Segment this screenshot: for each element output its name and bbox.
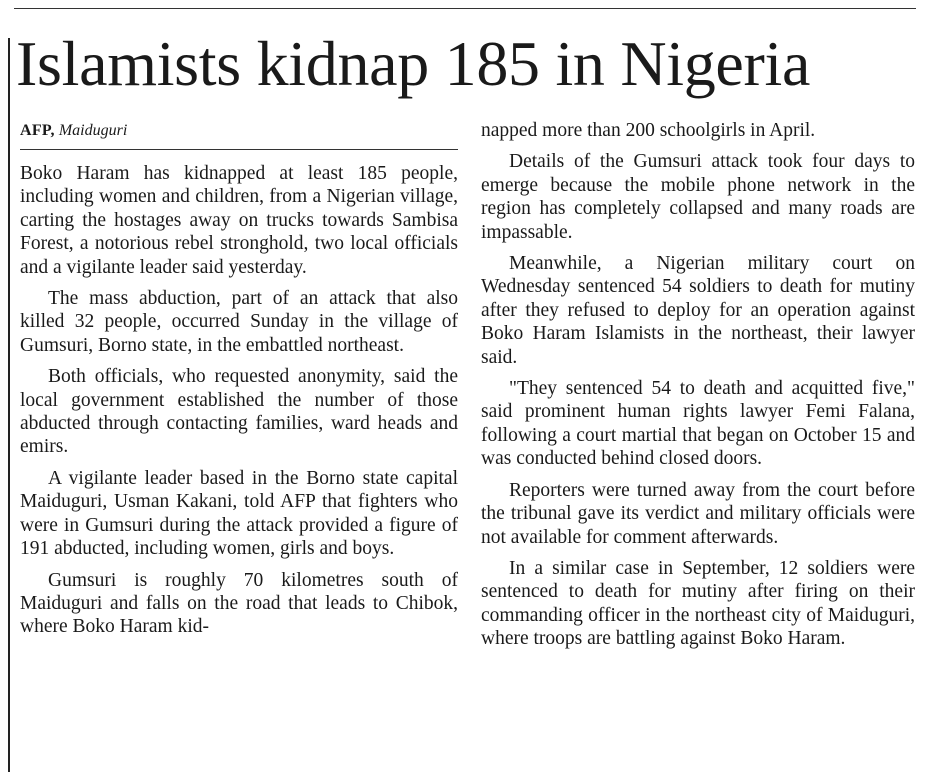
paragraph: Boko Haram has kidnapped at least 185 people, including women and children, from a Nigerian village, carting the hostages away on trucks towards Sambisa Forest, a notorious rebel stronghold, two local officials and a vigilante leader said yesterday. — [20, 163, 458, 278]
paragraph: Meanwhile, a Nigerian military court on Wednesday sentenced 54 soldiers to death for mutiny after they refused to deploy for an operation against Boko Haram Islamists in the northeast, their lawyer said. — [481, 253, 915, 368]
byline-place: Maiduguri — [58, 122, 128, 139]
paragraph: Details of the Gumsuri attack took four days to emerge because the mobile phone network in the region has completely collapsed and many roads are impassable. — [481, 151, 915, 243]
paragraph: Gumsuri is roughly 70 kilometres south of Maiduguri and falls on the road that leads to Chibok, where Boko Haram kid- — [20, 569, 458, 638]
paragraph: In a similar case in September, 12 soldiers were sentenced to death for mutiny after firing on their commanding officer in the northeast city of Maiduguri, where troops are battling against Boko Haram. — [481, 557, 915, 650]
byline-rule — [20, 149, 458, 150]
paragraph: The mass abduction, part of an attack that also killed 32 people, occurred Sunday in the village of Gumsuri, Borno state, in the embattled northeast. — [20, 288, 458, 356]
right-column — [481, 119, 915, 659]
paragraph: "They sentenced 54 to death and acquitted five," said prominent human rights lawyer Femi Falana, following a court martial that began on October 15 and was conducted behind closed doors. — [481, 378, 915, 470]
paragraph: A vigilante leader based in the Borno state capital Maiduguri, Usman Kakani, told AFP that fighters who were in Gumsuri during the attack provided a figure of 191 abducted, including women, girls and boys. — [20, 467, 458, 560]
byline-agency: AFP, — [20, 122, 55, 139]
byline — [20, 120, 460, 142]
headline: Islamists kidnap 185 in Nigeria — [16, 28, 811, 99]
paragraph: Both officials, who requested anonymity, said the local government established the number of those abducted through contacting families, ward heads and emirs. — [20, 366, 458, 458]
left-rule — [8, 38, 10, 772]
left-column — [20, 162, 458, 647]
paragraph: napped more than 200 schoolgirls in April. — [481, 120, 816, 141]
top-rule — [14, 8, 916, 9]
paragraph: Reporters were turned away from the court before the tribunal gave its verdict and military officials were not available for comment afterwards. — [481, 479, 915, 548]
